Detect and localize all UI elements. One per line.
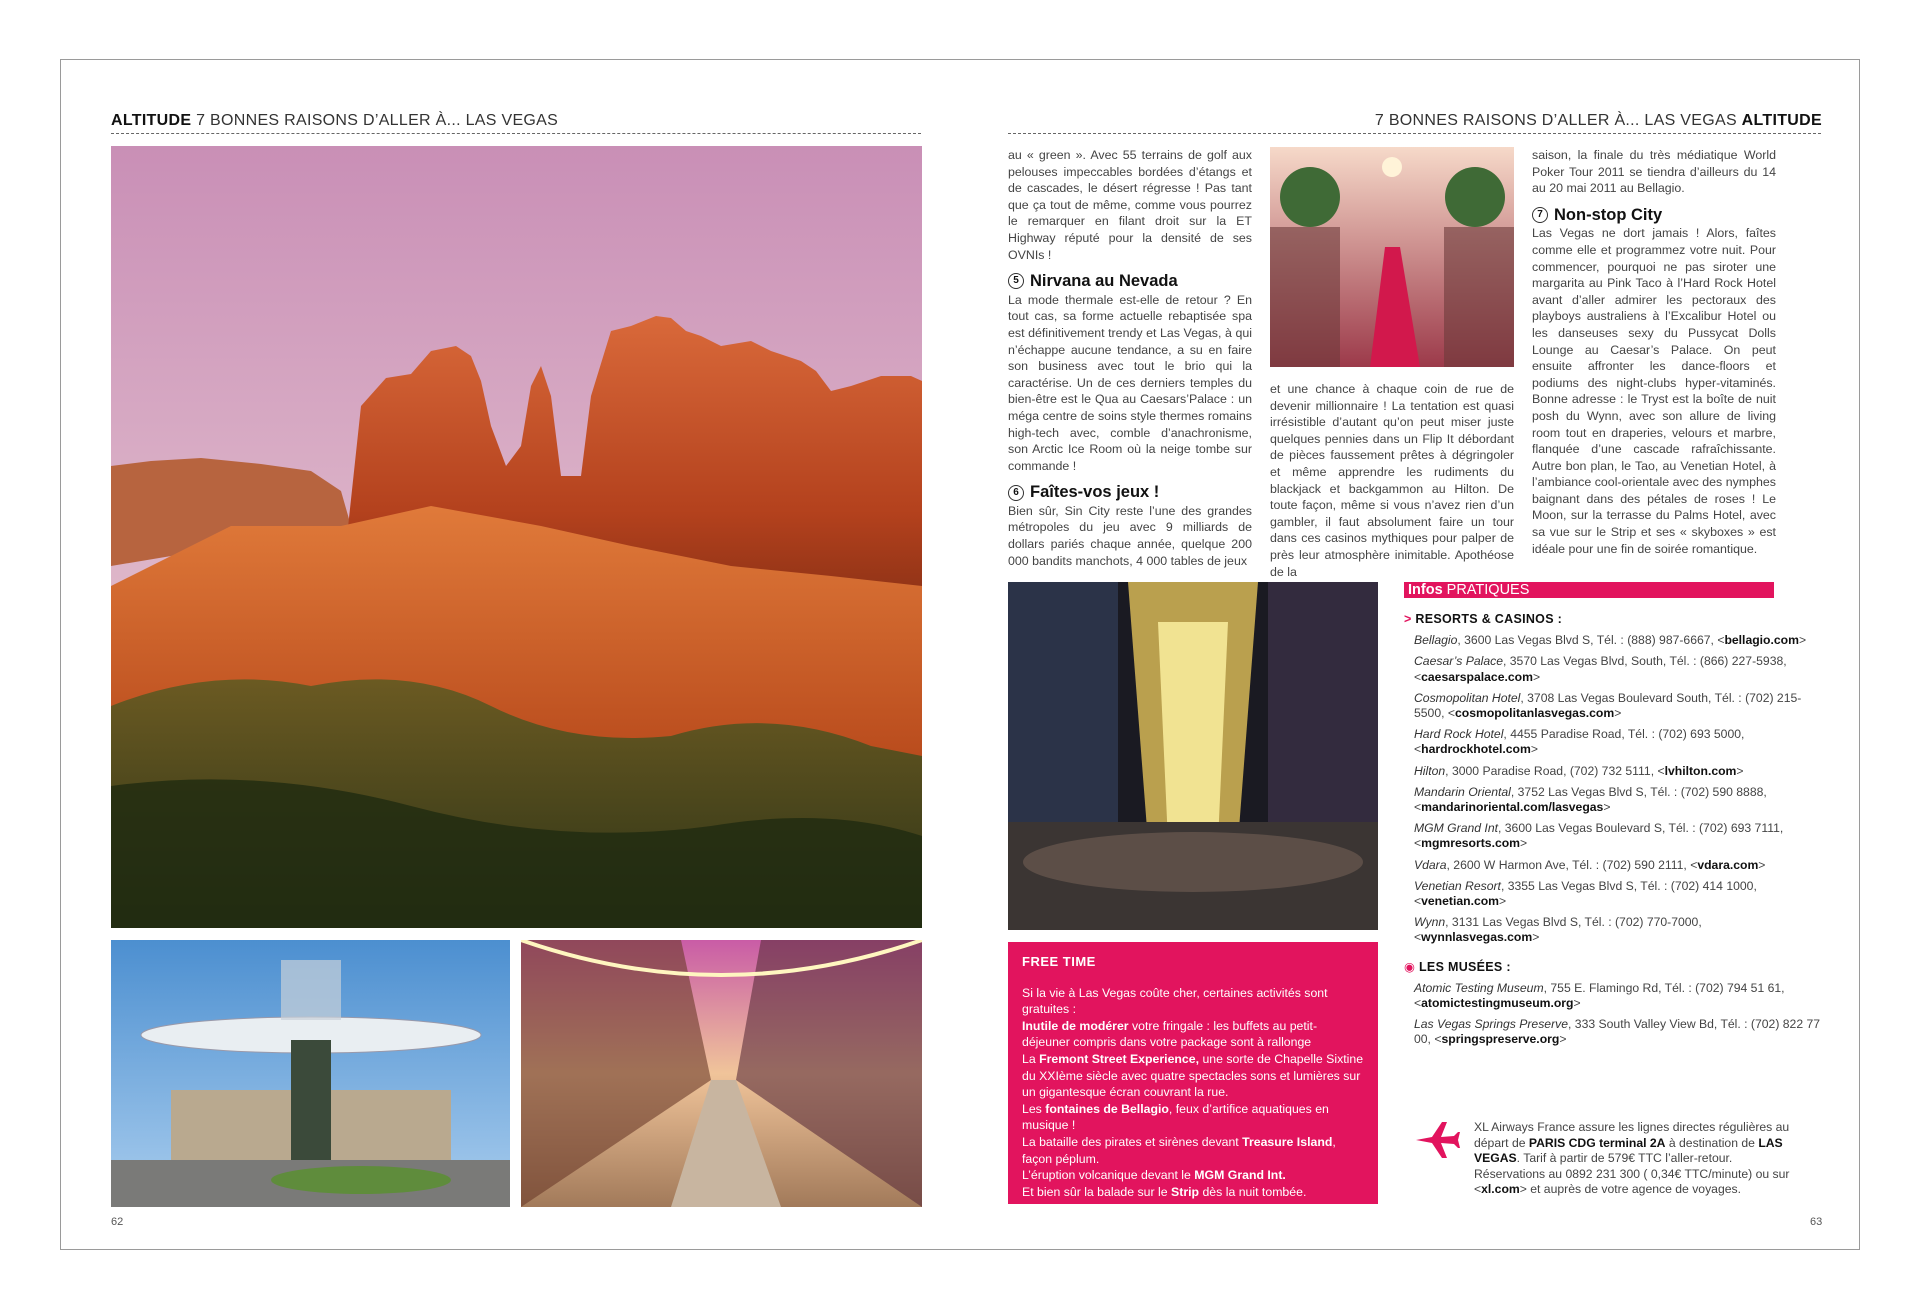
right-header-rule [1008, 133, 1821, 134]
free-time-item: La Fremont Street Experience, une sorte de Chapelle Sixtine du XXIème siècle avec quatre spectacles sons et lumières sur un gigantesque écran couvrant la rue. [1022, 1051, 1364, 1100]
section-6-text: Bien sûr, Sin City reste l’une des grandes métropoles du jeu avec 9 milliards de dollars pariés chaque année, quelque 200 000 bandits manchots, 4 000 tables de jeux [1008, 503, 1252, 568]
column-3-intro: saison, la finale du très médiatique World Poker Tour 2011 se tiendra d’ailleurs du 14 au 20 mai 2011 au Bellagio. [1532, 148, 1776, 196]
resort-entry: Mandarin Oriental, 3752 Las Vegas Blvd S, Tél. : (702) 590 8888, <mandarinoriental.com/lasvegas> [1414, 784, 1767, 815]
free-time-title: FREE TIME [1022, 954, 1096, 969]
page-number-left: 62 [111, 1216, 124, 1228]
resort-entry: MGM Grand Int, 3600 Las Vegas Boulevard S, Tél. : (702) 693 7111, <mgmresorts.com> [1414, 821, 1784, 851]
resort-entry: Hard Rock Hotel, 4455 Paradise Road, Tél. : (702) 693 5000, <hardrockhotel.com> [1414, 727, 1745, 757]
museum-entry: Atomic Testing Museum, 755 E. Flamingo Rd, Tél. : (702) 794 51 61, <atomictestingmuseum.org> [1414, 980, 1785, 1011]
infos-pratiques-bar: Infos PRATIQUES [1404, 582, 1774, 598]
free-time-item: La bataille des pirates et sirènes devant Treasure Island, façon péplum. [1022, 1134, 1336, 1166]
museum-entry: Las Vegas Springs Preserve, 333 South Valley View Bd, Tél. : (702) 822 77 00, <springspreserve.org> [1414, 1017, 1821, 1047]
page-number-right: 63 [1810, 1216, 1823, 1228]
fashion-show-mall-photo [111, 940, 510, 1207]
free-time-item: L’éruption volcanique devant le MGM Grand Int. [1022, 1168, 1286, 1183]
resort-link[interactable]: venetian.com [1421, 894, 1500, 909]
museum-link[interactable]: springspreserve.org [1441, 1032, 1560, 1047]
resort-entry: Venetian Resort, 3355 Las Vegas Blvd S, Tél. : (702) 414 1000, <venetian.com> [1414, 878, 1757, 909]
resort-link[interactable]: lvhilton.com [1664, 763, 1737, 778]
section-6-heading: 6 Faîtes-vos jeux ! [1008, 484, 1252, 501]
section-6-number: 6 [1008, 485, 1024, 501]
column-1-intro: au « green ». Avec 55 terrains de golf aux pelouses impeccables bordées d’étangs et de cascades, le désert régresse ! Pas tant que ça tout de même, comme vous pourrez le remarquer en filant droit sur la ET Highway réputé pour la densité de ses OVNIs ! [1008, 148, 1252, 262]
left-header-rule [111, 133, 921, 134]
resort-link[interactable]: cosmopolitanlasvegas.com [1455, 706, 1615, 721]
resort-entry: Vdara, 2600 W Harmon Ave, Tél. : (702) 590 2111, <vdara.com> [1414, 857, 1766, 872]
section-7-text: Las Vegas ne dort jamais ! Alors, faîtes comme elle et programmez votre nuit. Pour commencer, pourquoi ne pas siroter une margarita au Pink Taco à l’Hard Rock Hotel avant d’aller admirer les pectoraux des playboys australiens à l’Excalibur Hotel ou les danseuses sexy du Pussycat Dolls Lounge au Caesar’s Palace. On peut ensuite affronter les dance-floors et podiums des night-clubs hyper-vitaminés. Bonne adresse : le Tryst est la boîte de nuit posh du Wynn, avec son allure de living room tout en draperies, velours et marbre, flanquée d’une cascade rafraîchissante. Autre bon plan, le Tao, au Venetian Hotel, à l’ambiance cool-orientale avec des nymphes baignant dans des pétales de roses ! Le Moon, sur la terrasse du Palms Hotel, avec sa vue sur le Strip et ses « skyboxes » est idéale pour une fin de soirée romantique. [1532, 226, 1776, 556]
free-time-item: Les fontaines de Bellagio, feux d’artifice aquatiques en musique ! [1022, 1101, 1329, 1133]
article-column-2 [1270, 381, 1514, 580]
free-time-item: Inutile de modérer votre fringale : les buffets au petit-déjeuner compris dans votre package sont à rallonge [1022, 1018, 1318, 1050]
right-page-header: 7 BONNES RAISONS D’ALLER À... LAS VEGAS ALTITUDE [1374, 112, 1822, 129]
section-5-text: La mode thermale est-elle de retour ? En tout cas, sa forme actuelle rebaptisée spa est définitivement trendy et Las Vegas, à qui n’échappe aucune tendance, a su en faire son business avec tout le brio qui la caractérise. Un de ces derniers temples du bien-être est le Qua au Caesars’Palace : un méga centre de soins style thermes romains high-tech avec, comble d’anachronisme, son Arctic Ice Room où la neige tombe sur commande ! [1008, 292, 1252, 473]
resort-link[interactable]: mgmresorts.com [1421, 836, 1521, 851]
resort-entry: Wynn, 3131 Las Vegas Blvd S, Tél. : (702) 770-7000, <wynnlasvegas.com> [1414, 915, 1702, 945]
red-rock-canyon-photo [111, 146, 922, 928]
left-page-header: ALTITUDE 7 BONNES RAISONS D’ALLER À... LAS VEGAS [111, 112, 559, 129]
resort-entry: Bellagio, 3600 Las Vegas Blvd S, Tél. : (888) 987-6667, <bellagio.com> [1414, 633, 1807, 648]
section-7-number: 7 [1532, 207, 1548, 223]
resort-link[interactable]: wynnlasvegas.com [1421, 930, 1533, 945]
free-time-intro: Si la vie à Las Vegas coûte cher, certaines activités sont gratuites : [1022, 985, 1328, 1017]
resort-link[interactable]: vdara.com [1697, 857, 1759, 872]
fremont-street-photo [521, 940, 922, 1207]
section-7-heading: 7 Non-stop City [1532, 207, 1776, 224]
museum-link[interactable]: atomictestingmuseum.org [1421, 996, 1574, 1011]
resort-link[interactable]: caesarspalace.com [1421, 669, 1533, 684]
resort-link[interactable]: bellagio.com [1724, 633, 1799, 648]
eye-icon: ◉ [1404, 959, 1416, 974]
section-5-number: 5 [1008, 273, 1024, 289]
resort-entry: Hilton, 3000 Paradise Road, (702) 732 5111, <lvhilton.com> [1414, 763, 1744, 778]
resorts-heading: > RESORTS & CASINOS : [1404, 612, 1563, 626]
section-5-heading: 5 Nirvana au Nevada [1008, 273, 1252, 290]
article-column-3 [1532, 147, 1776, 557]
airplane-icon [1414, 1120, 1460, 1160]
free-time-item: Et bien sûr la balade sur le Strip dès la nuit tombée. [1022, 1184, 1307, 1199]
casino-interior-photo [1270, 147, 1514, 367]
resorts-casinos-list [1404, 612, 1824, 1054]
xl-airways-note: XL Airways France assure les lignes directes régulières au départ de PARIS CDG terminal 2A à destination de LAS VEGAS. Tarif à partir de 579€ TTC l’aller-retour. Réservations au 0892 231 300 ( 0,34€ TTC/minute) ou sur <xl.com> et auprès de votre agence de voyages. [1418, 1120, 1794, 1198]
arrow-icon: > [1404, 612, 1412, 626]
resort-entry: Caesar’s Palace, 3570 Las Vegas Blvd, South, Tél. : (866) 227-5938, <caesarspalace.com> [1414, 654, 1787, 684]
museums-heading: ◉ LES MUSÉES : [1404, 959, 1511, 974]
nightclub-waterfall-photo [1008, 582, 1378, 930]
resort-link[interactable]: mandarinoriental.com/lasvegas [1421, 800, 1604, 815]
resort-entry: Cosmopolitan Hotel, 3708 Las Vegas Boulevard South, Tél. : (702) 215-5500, <cosmopolitanlasvegas.com> [1414, 690, 1802, 721]
resort-link[interactable]: hardrockhotel.com [1421, 742, 1531, 757]
article-column-1 [1008, 147, 1252, 569]
free-time-box [1008, 942, 1378, 1204]
column-2-text: et une chance à chaque coin de rue de devenir millionnaire ! La tentation est quasi irrésistible d’autant qu’on peut miser juste quelques pennies dans un Flip It débordant de pièces faussement prêtes à dégringoler et même apprendre les rudiments du blackjack et backgammon au Hilton. De toute façon, même si vous n’avez rien d’un gambler, il faut absolument faire un tour dans ces casinos mythiques pour palper de près leur atmosphère inimitable. Apothéose de la [1270, 382, 1514, 579]
